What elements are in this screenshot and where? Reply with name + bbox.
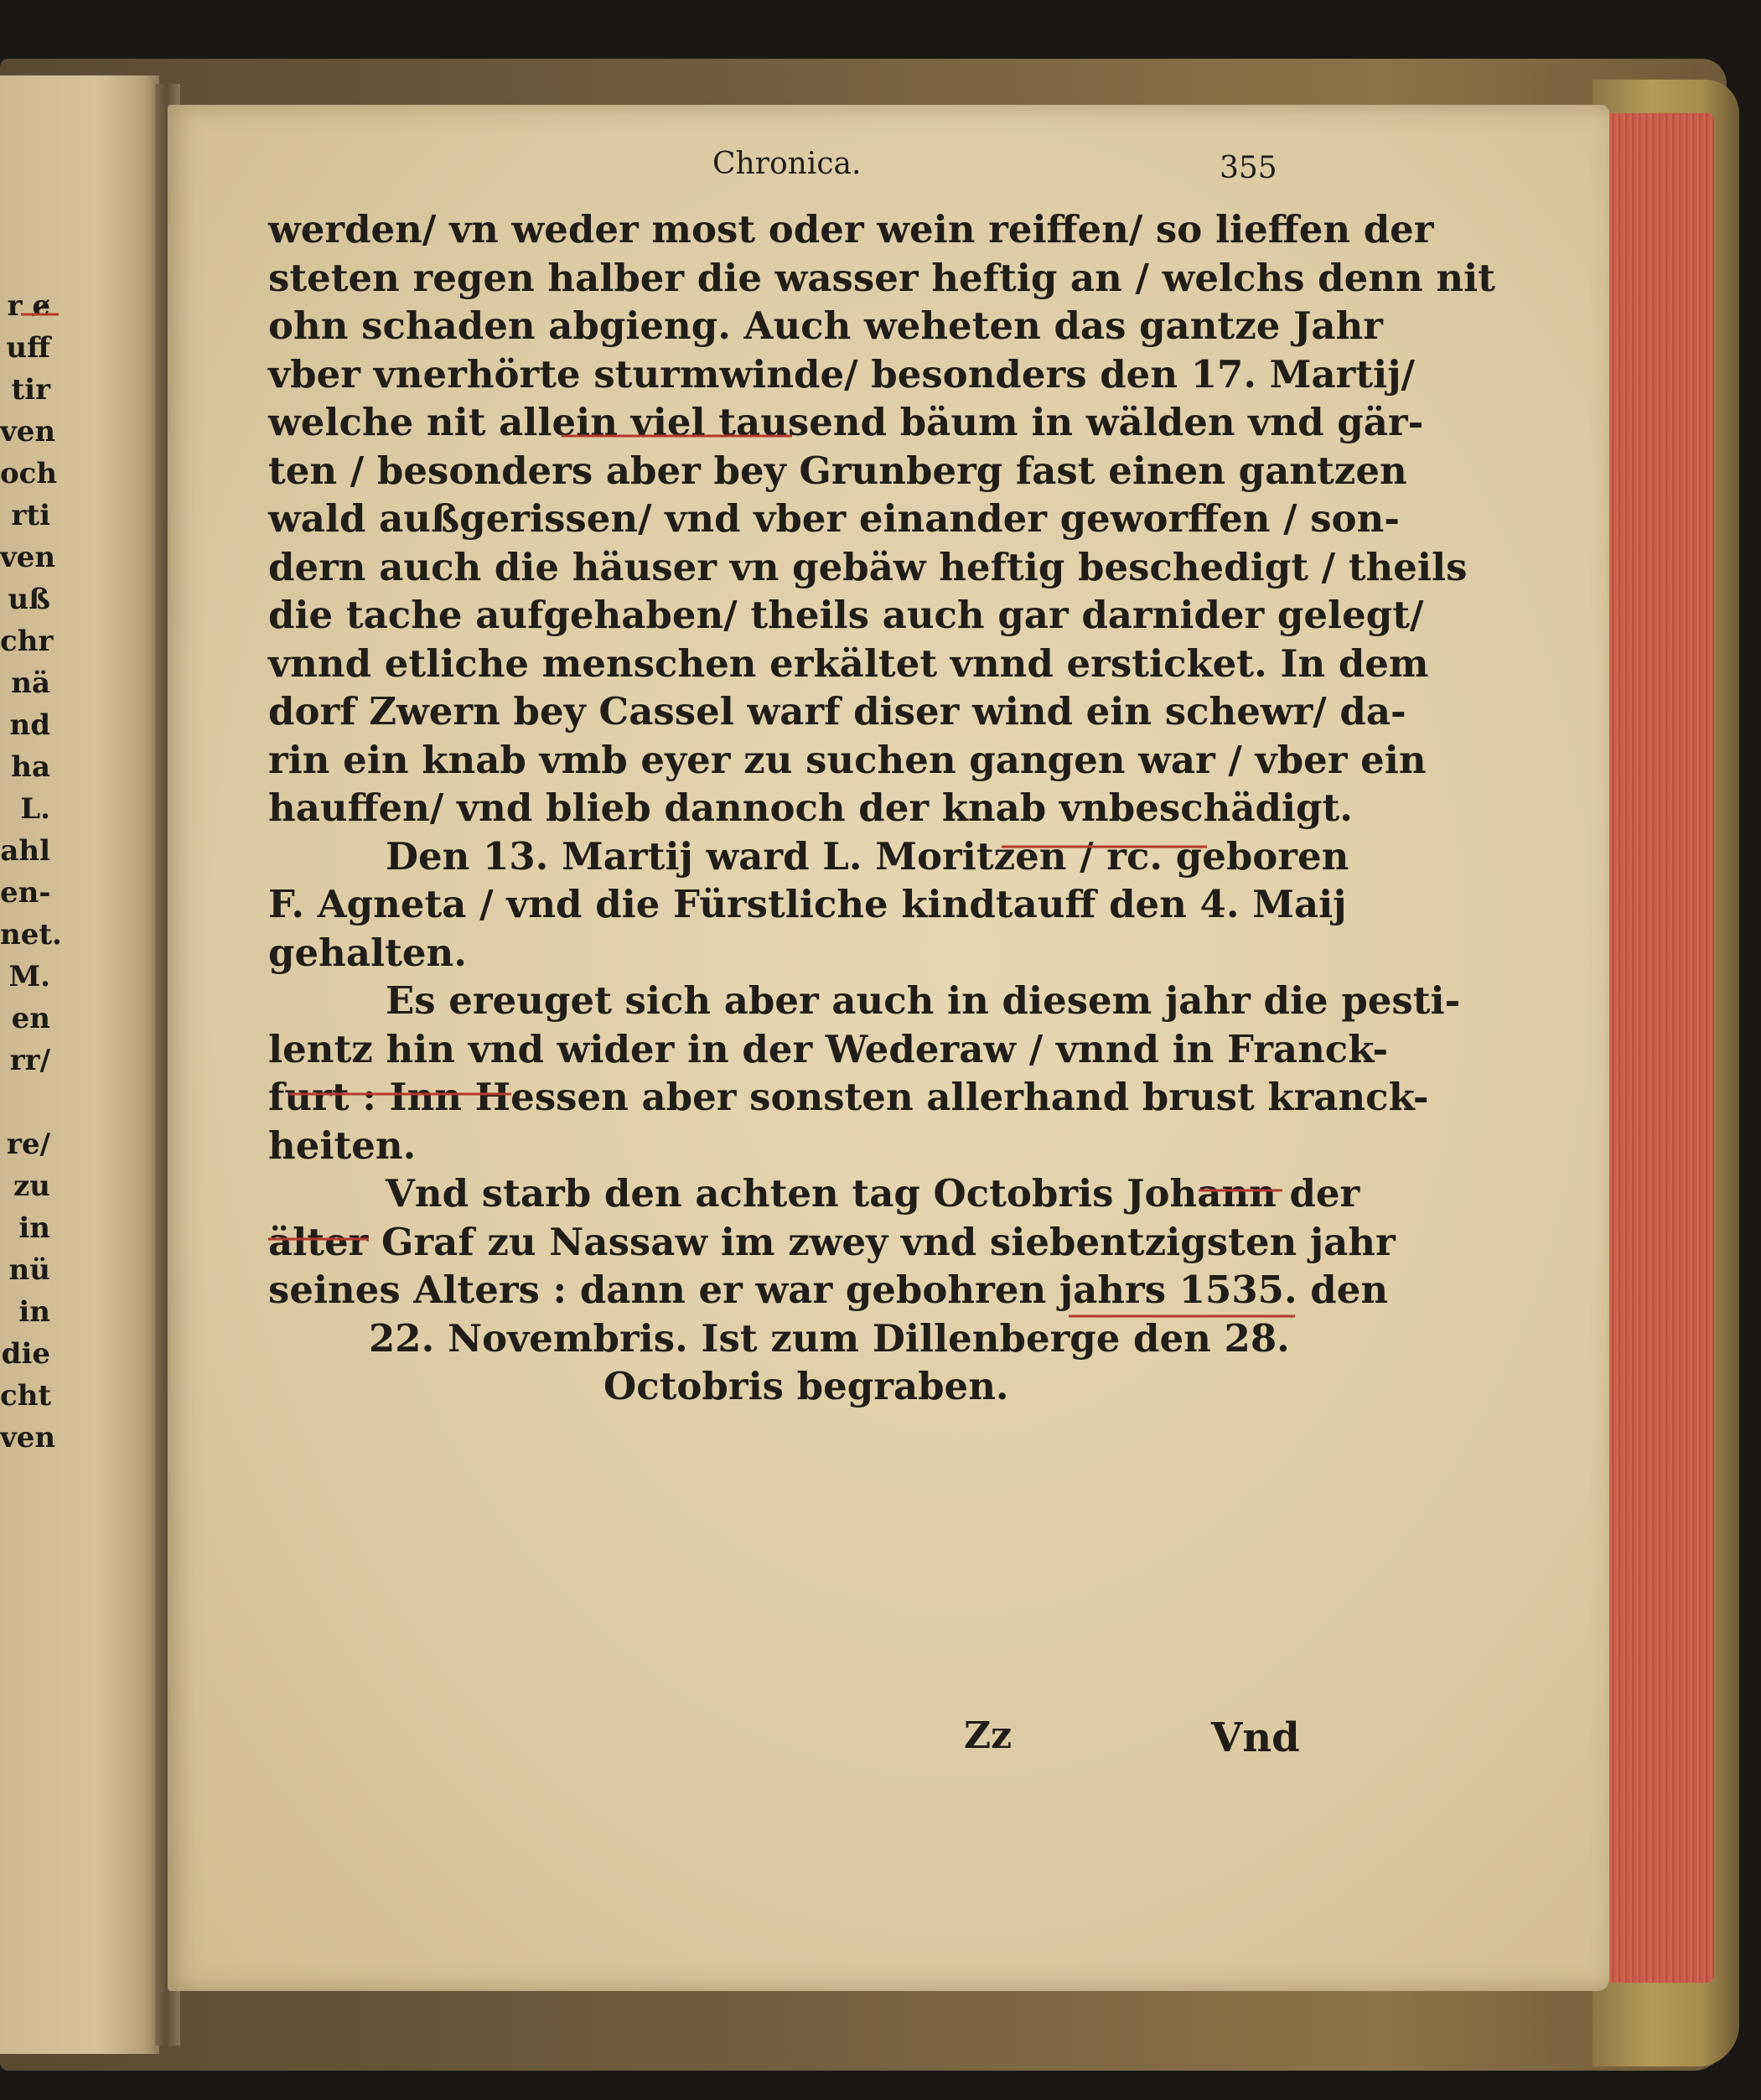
fragment: ven bbox=[0, 1421, 56, 1454]
text-line: ohn schaden abgieng. Auch weheten das gantze Jahr bbox=[268, 303, 1383, 348]
fragment: in bbox=[18, 1295, 50, 1329]
fragment: uff bbox=[6, 331, 50, 365]
fragment: en bbox=[11, 1002, 50, 1035]
page-body bbox=[268, 205, 1495, 1411]
fragment: nd bbox=[9, 708, 50, 742]
fragment: cht bbox=[0, 1379, 52, 1413]
fragment: tir bbox=[11, 373, 50, 407]
fragment: zu bbox=[13, 1169, 50, 1203]
text-line: Den 13. Martij ward L. Moritzen / rc. geboren bbox=[386, 833, 1349, 879]
text-line: 22. Novembris. Ist zum Dillenberge den 28. bbox=[369, 1315, 1290, 1361]
fragment: rti bbox=[11, 499, 50, 532]
text-line: gehalten. bbox=[268, 930, 467, 975]
text-line: wald außgerissen/ vnd vber einander geworffen / son- bbox=[268, 496, 1400, 541]
fragment: ahl bbox=[0, 834, 50, 868]
fragment: in bbox=[18, 1211, 50, 1245]
text-line: welche nit allein viel tausend bäum in wälden vnd gär- bbox=[268, 400, 1424, 444]
running-head: Chronica. bbox=[712, 147, 862, 181]
fragment: chr bbox=[0, 625, 54, 658]
fragment: nü bbox=[8, 1253, 50, 1287]
text-line: die tache aufgehaben/ theils auch gar darnider gelegt/ bbox=[268, 593, 1424, 637]
left-page-fragments bbox=[0, 285, 62, 1459]
fragment: L. bbox=[20, 792, 50, 826]
text-line: hauffen/ vnd blieb dannoch der knab vnbeschädigt. bbox=[268, 786, 1353, 830]
text-line: rin ein knab vmb eyer zu suchen gangen war / vber ein bbox=[268, 737, 1427, 782]
left-page bbox=[0, 75, 159, 2054]
text-line: steten regen halber die wasser heftig an / welchs denn nit bbox=[268, 255, 1495, 300]
fragment bbox=[0, 1081, 50, 1123]
text-line: Octobris begraben. bbox=[603, 1364, 1009, 1408]
fragment: ha bbox=[11, 750, 50, 784]
fragment: rr/ bbox=[9, 1044, 50, 1077]
fragment: die bbox=[1, 1337, 50, 1371]
catchword: Vnd bbox=[1211, 1714, 1300, 1761]
fragment: nä bbox=[11, 666, 50, 700]
text-line: vber vnerhörte sturmwinde/ besonders den 17. Martij/ bbox=[268, 351, 1415, 397]
text-line: älter Graf zu Nassaw im zwey vnd siebentzigsten jahr bbox=[268, 1219, 1396, 1264]
signature-mark: Zz bbox=[964, 1714, 1013, 1757]
text-line: vnnd etliche menschen erkältet vnnd ersticket. In dem bbox=[268, 640, 1429, 686]
fragment: en- bbox=[0, 876, 51, 910]
text-line: dern auch die häuser vn gebäw heftig beschedigt / theils bbox=[268, 544, 1468, 589]
fragment: re/ bbox=[7, 1128, 50, 1161]
text-line: furt : Inn Hessen aber sonsten allerhand brust kranck- bbox=[268, 1075, 1429, 1119]
fragment: net. bbox=[0, 918, 62, 951]
text-line: ten / besonders aber bey Grunberg fast einen gantzen bbox=[268, 448, 1407, 493]
page-number: 355 bbox=[1220, 151, 1277, 185]
text-line: lentz hin vnd wider in der Wederaw / vnnd in Franck- bbox=[268, 1026, 1389, 1071]
fragment: r e̷ bbox=[7, 289, 50, 323]
text-line: Vnd starb den achten tag Octobris Johann der bbox=[386, 1171, 1360, 1216]
text-line: dorf Zwern bey Cassel warf diser wind ein schewr/ da- bbox=[268, 689, 1406, 734]
fragment: uß bbox=[8, 583, 50, 616]
text-line: werden/ vn weder most oder wein reiffen/ so lieffen der bbox=[268, 207, 1434, 251]
text-line: heiten. bbox=[268, 1123, 417, 1168]
text-line: seines Alters : dann er war gebohren jahrs 1535. den bbox=[268, 1268, 1389, 1312]
text-line: Es ereuget sich aber auch in diesem jahr die pesti- bbox=[386, 978, 1461, 1023]
fragment: M. bbox=[8, 960, 50, 993]
text-line: F. Agneta / vnd die Fürstliche kindtauff den 4. Maij bbox=[268, 882, 1347, 926]
fragment: och bbox=[0, 457, 58, 490]
fragment: ven bbox=[0, 415, 56, 449]
fragment: ven bbox=[0, 541, 56, 574]
